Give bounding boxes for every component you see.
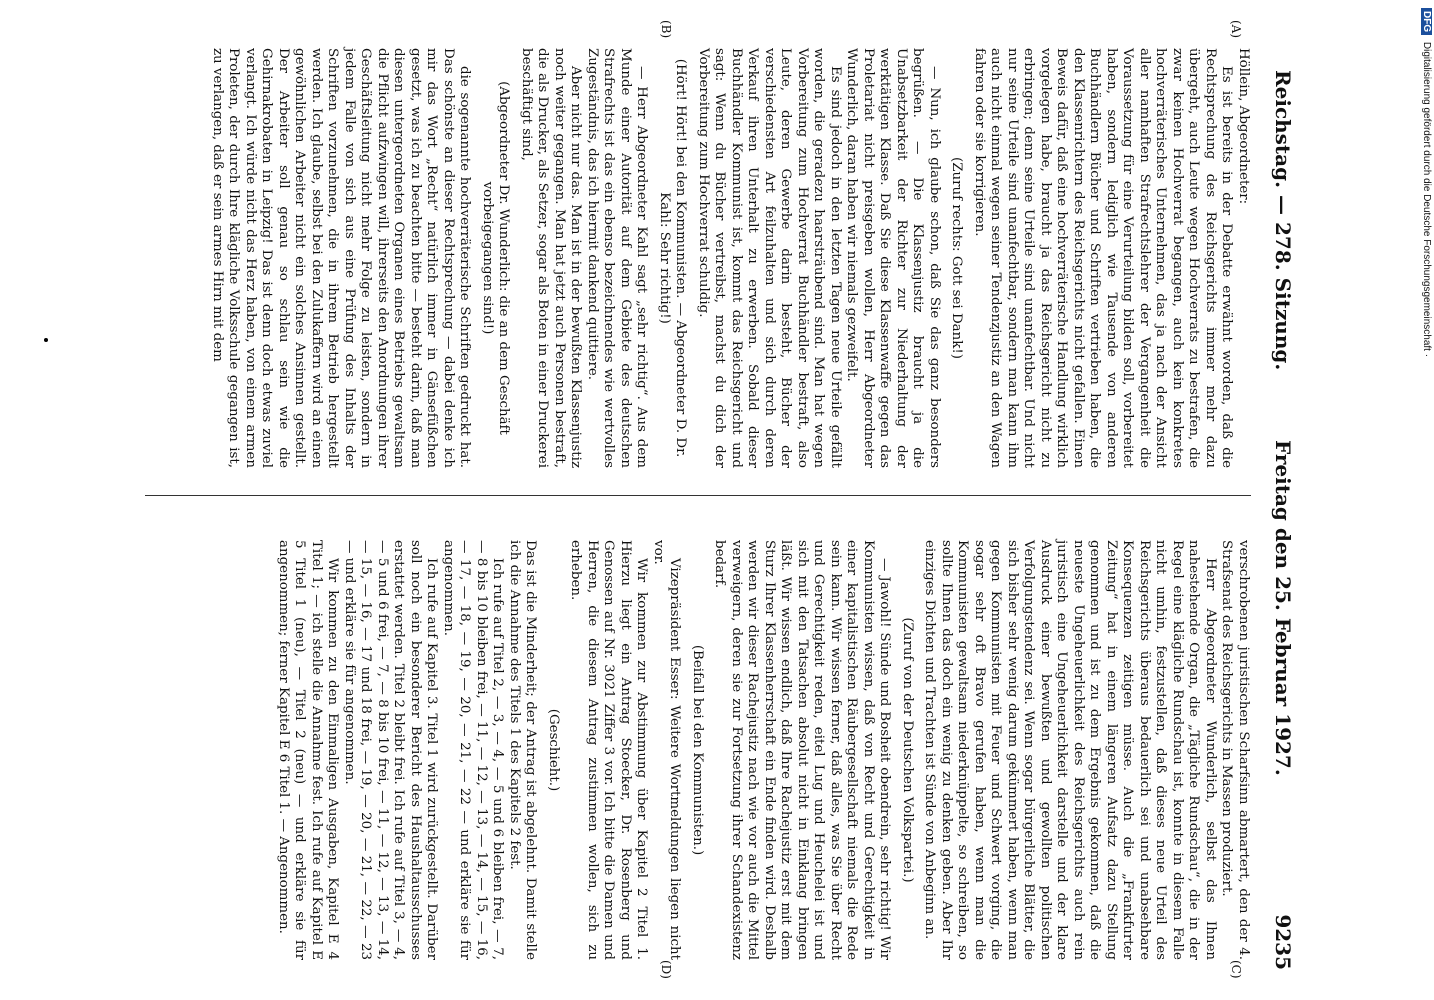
right-column xyxy=(275,540,1252,960)
dfg-logo: DFG xyxy=(1421,8,1432,35)
margin-marker-a: (A) xyxy=(1229,20,1243,39)
paragraph: verschrobenen juristischen Scharfsinn abmartert, den der 4. Strafsenat des Reichsgerichts in Massen produziert. xyxy=(1219,540,1251,960)
paragraph: Es sind jedoch in den letzten Tagen neue Urteile gefällt worden, die geradezu haarsträubend sind. Man hat wegen Vorbereitung zum Hochverrat Buchhändler bestraft, also Leute, deren Gewerbe darin besteht, Bücher der verschiedensten Art feilzuhalten und sich durch deren Verkauf ihren Unterhalt zu erwerben. Sobald dieser Buchhändler Kommunist ist, kommt das Reichsgericht und sagt: Wenn du Bücher vertreibst, machst du dich der Vorbereitung zum Hochverrat schuldig. xyxy=(696,48,843,468)
left-column xyxy=(209,48,1252,468)
paragraph: (Beifall bei den Kommunisten.) xyxy=(690,644,705,856)
paragraph: Wir kommen zu den Einmaligen Ausgaben, Kapitel E 4 Titel 1; — ich stelle die Annahme fest. Ich rufe auf Kapitel E 5 Titel 1 (neu), — Titel 2 (neu) — und erkläre sie für angenommen; ferner Kapitel E 6 Titel 1. — Angenommen. xyxy=(276,540,341,960)
paragraph: Herr Abgeordneter Wunderlich, selbst das Ihnen nahestehende Organ, die „Tägliche Rundschau“, die in der Regel eine klägliche Rundschau ist, konnte in diesem Falle nicht umhin, festzustellen, daß dieses neue Urteil des Reichsgerichts überaus bedauerlich sei und unabsehbare Konsequenzen zeitigen müsse. Auch die „Frankfurter Zeitung“ hat in einem längeren Aufsatz dazu Stellung genommen und ist zu dem Ergebnis gekommen, daß die neueste Ungeheuerlichkeit des Reichsgerichts auch rein juristisch eine Ungeheuerlichkeit darstelle und der klare Ausdruck einer bewußten und gewollten politischen Verfolgungstendenz sei. Wenn sogar bürgerliche Blätter, die sich bisher sehr wenig darum gekümmert haben, wenn man gegen Kommunisten mit Feuer und Schwert vorging, die sogar sehr oft Bravo gerufen haben, wenn man die Kommunisten gewaltsam niederknüppelte, so schreiben, so sollte Ihnen das doch ein wenig zu denken geben. Aber Ihr einziges Dichten und Trachten ist Sünde von Anbeginn an. xyxy=(922,540,1218,960)
paragraph: — Jawohl! Sünde und Bosheit obendrein, sehr richtig! Wir Kommunisten wissen, daß von Recht und Gerechtigkeit in einer kapitalistischen Räubergesellschaft niemals die Rede sein kann. Wir wissen ferner, daß alles, was Sie über Recht und Gerechtigkeit reden, eitel Lug und Heuchelei ist und sich mit den Tatsachen absolut nicht in Einklang bringen läßt. Wir wissen endlich, daß Ihre Rachejustiz erst mit dem Sturz Ihrer Klassenherrschaft ein Ende finden wird. Deshalb werden wir dieser Rachejustiz nach wie vor auch die Mittel verweigern, deren sie zur Fortsetzung ihrer Schandexistenz bedarf. xyxy=(712,540,893,960)
header-date: Freitag den 25. Februar 1927. xyxy=(1271,440,1295,776)
margin-marker-d: (D) xyxy=(659,960,673,979)
paragraph: (Geschieht.) xyxy=(546,708,561,792)
header-left: Reichstag. — 278. Sitzung. xyxy=(1271,70,1295,371)
paragraph: Es ist bereits in der Debatte erwähnt worden, daß die Rechtsprechung des Reichsgerichts immer mehr dazu übergeht, auch Leute wegen Hochverrats zu bestrafen, die zwar keinen Hochverrat begangen, auch kein konkretes hochverräterisches Unternehmen, das ja nach der Ansicht aller namhaften Strafrechtslehrer der Vergangenheit die Voraussetzung für eine Verurteilung bilden soll, vorbereitet haben, sondern lediglich wie Tausende von anderen Buchhändlern Bücher und Schriften vertrieben haben, die den Klassenrichtern des Reichsgerichts nicht gefallen. Einen Beweis dafür, daß eine hochverräterische Handlung wirklich vorgelegen habe, braucht ja das Reichsgericht nicht zu erbringen; denn seine Urteile sind unanfechtbar. Und nicht nur seine Urteile sind unanfechtbar, sondern man kann ihm auch nicht einmal wegen seiner Tendenzjustiz an den Wagen fahren oder sie korrigieren. xyxy=(972,48,1235,468)
paragraph: Ich rufe auf Titel 2, — 3, — 4, — 5 und 6 bleiben frei, — 7, — 8 bis 10 bleiben frei, — 11, — 12, — 13, — 14, — 15, — 16, — 17, — 18, — 19, — 20, — 21, — 22 — und erkläre sie für angenommen. xyxy=(441,540,506,960)
paragraph: (Zuruf rechts: Gott sei Dank!) xyxy=(949,156,965,360)
document-page xyxy=(85,0,1313,1000)
paragraph: (Abgeordneter Dr. Wunderlich: die an dem Geschäft vorbeigegangen sind!) xyxy=(480,81,512,435)
paragraph: (Zuruf von der Deutschen Volkspartei.) xyxy=(900,617,915,883)
paragraph: Das ist die Minderheit; der Antrag ist abgelehnt. Damit stelle ich die Annahme des Titels 1 des Kapitels 2 fest. xyxy=(507,540,539,960)
paragraph: (Hört! Hört! bei den Kommunisten. — Abgeordneter D. Dr. Kahl: Sehr richtig!) xyxy=(657,58,689,458)
dfg-credit xyxy=(1420,8,1432,998)
paragraph: Vizepräsident Esser: Weitere Wortmeldungen liegen nicht vor. xyxy=(651,540,683,960)
dfg-credit-text: Digitalisierung gefördert durch die Deutsche Forschungsgemeinschaft · xyxy=(1421,41,1432,358)
paragraph: Wir kommen zur Abstimmung über Kapitel 2 Titel 1. Hierzu liegt ein Antrag Stoecker, Dr. Rosenberg und Genossen auf Nr. 3021 Ziffer 3 vor. Ich bitte die Damen und Herren, die diesem Antrag zustimmen wollen, sich zu erheben. xyxy=(568,540,650,960)
page-number: 9235 xyxy=(1271,914,1295,970)
paragraph: Höllein, Abgeordneter: xyxy=(1236,48,1251,205)
paragraph: — Herr Abgeordneter Kahl sagt „sehr richtig“. Aus dem Munde einer Autorität auf dem Gebiete des deutschen Strafrechts ist das ein ebenso bezeichnendes wie wertvolles Zugeständnis, das ich hiermit dankend quittiere. xyxy=(585,48,650,468)
margin-marker-c: (C) xyxy=(1229,960,1243,979)
column-divider xyxy=(145,495,1251,496)
paragraph: Aber nicht nur das. Man ist in der bewußten Klassenjustiz noch weiter gegangen. Man hat jetzt auch Personen bestraft, die als Drucker, als Setzer, sogar als Boten in einer Druckerei beschäftigt sind, xyxy=(519,48,584,468)
speck-mark xyxy=(44,338,48,342)
paragraph: Ich rufe auf Kapitel 3. Titel 1 wird zurückgestellt. Darüber soll noch ein besonderer Bericht des Haushaltausschusses erstattet werden. Titel 2 bleibt frei. Ich rufe auf Titel 3, — 4, — 5 und 6 frei, — 7, — 8 bis 10 frei, — 11, — 12, — 13, — 14, — 15, — 16, — 17 und 18 frei, — 19, — 20, — 21, — 22, — 23 — und erkläre sie für angenommen. xyxy=(342,540,440,960)
paragraph: die sogenannte hochverräterische Schriften gedruckt hat. Das schönste an dieser Rechtsprechung — dabei denke ich mir das Wort „Recht“ natürlich immer in Gänsefüßchen gesetzt, was ich zu beachten bitte — besteht darin, daß man diesen untergeordneten Organen eines Betriebs gewaltsam die Pflicht aufzwingen will, ihrerseits den Anordnungen ihrer Geschäftsleitung nicht mehr Folge zu leisten, sondern in jedem Falle von sich aus eine Prüfung des Inhalts der Schriften vorzunehmen, die in ihrem Betrieb hergestellt werden. Ich glaube, selbst bei den Zulukaffern wird an einen gewöhnlichen Arbeiter nicht ein solches Ansinnen gestellt. Der Arbeiter soll genau so schlau sein wie die Gehirnakrobaten in Leipzig! Das ist denn doch etwas zuviel verlangt. Ich würde nicht das Herz haben, von einem armen Proleten, der durch Ihre klägliche Volksschule gegangen ist, zu verlangen, daß er sein armes Hirn mit dem xyxy=(210,48,473,468)
margin-marker-b: (B) xyxy=(659,20,673,39)
paragraph: — Nun, ich glaube schon, daß Sie das ganz besonders begrüßen. — Die Klassenjustiz braucht ja die Unabsetzbarkeit der Richter zur Niederhaltung der werktätigen Klasse. Daß Sie diese Klassenwaffe gegen das Proletariat nicht preisgeben wollen, Herr Abgeordneter Wunderlich, daran haben wir niemals gezweifelt. xyxy=(844,48,942,468)
